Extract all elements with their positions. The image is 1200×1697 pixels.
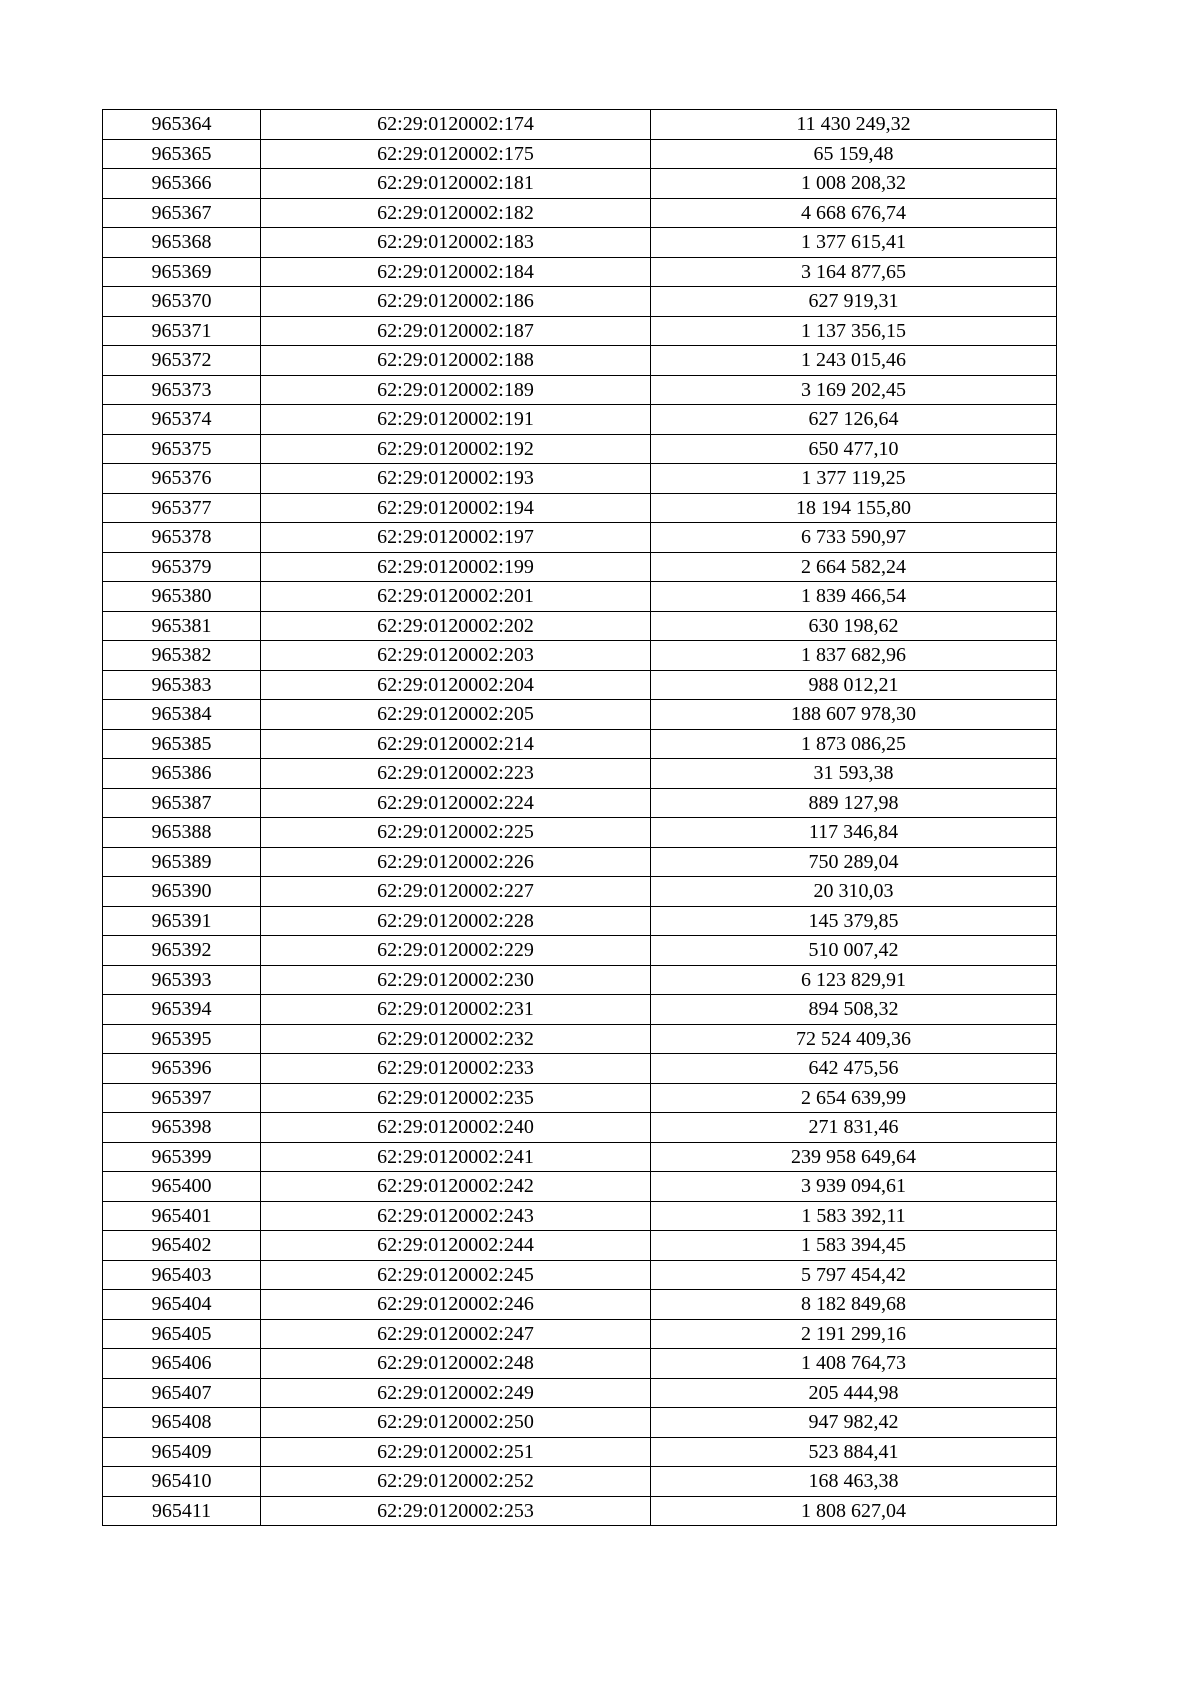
- cadastral-number-cell: 62:29:0120002:225: [261, 818, 651, 848]
- cadastral-number-cell: 62:29:0120002:197: [261, 523, 651, 553]
- cadastral-value-cell: 3 169 202,45: [651, 375, 1057, 405]
- cadastral-number-cell: 62:29:0120002:186: [261, 287, 651, 317]
- table-row: [103, 759, 1057, 789]
- cadastral-value-cell: 6 123 829,91: [651, 965, 1057, 995]
- cadastral-number-cell: 62:29:0120002:247: [261, 1319, 651, 1349]
- cadastral-value-cell: 31 593,38: [651, 759, 1057, 789]
- record-number-cell: 965365: [103, 139, 261, 169]
- cadastral-value-cell: 1 873 086,25: [651, 729, 1057, 759]
- cadastral-value-cell: 65 159,48: [651, 139, 1057, 169]
- table-row: [103, 670, 1057, 700]
- cadastral-value-cell: 750 289,04: [651, 847, 1057, 877]
- record-number-cell: 965385: [103, 729, 261, 759]
- table-row: [103, 611, 1057, 641]
- cadastral-value-cell: 6 733 590,97: [651, 523, 1057, 553]
- record-number-cell: 965372: [103, 346, 261, 376]
- table-row: [103, 1260, 1057, 1290]
- table-row: [103, 1024, 1057, 1054]
- table-row: [103, 729, 1057, 759]
- record-number-cell: 965383: [103, 670, 261, 700]
- cadastral-number-cell: 62:29:0120002:251: [261, 1437, 651, 1467]
- table-row: [103, 1378, 1057, 1408]
- table-row: [103, 1172, 1057, 1202]
- record-number-cell: 965398: [103, 1113, 261, 1143]
- table-row: [103, 198, 1057, 228]
- record-number-cell: 965368: [103, 228, 261, 258]
- record-number-cell: 965384: [103, 700, 261, 730]
- cadastral-number-cell: 62:29:0120002:182: [261, 198, 651, 228]
- cadastral-value-cell: 988 012,21: [651, 670, 1057, 700]
- record-number-cell: 965367: [103, 198, 261, 228]
- cadastral-value-cell: 168 463,38: [651, 1467, 1057, 1497]
- record-number-cell: 965402: [103, 1231, 261, 1261]
- table-row: [103, 523, 1057, 553]
- cadastral-number-cell: 62:29:0120002:230: [261, 965, 651, 995]
- cadastral-value-cell: 20 310,03: [651, 877, 1057, 907]
- cadastral-value-cell: 627 126,64: [651, 405, 1057, 435]
- record-number-cell: 965374: [103, 405, 261, 435]
- cadastral-number-cell: 62:29:0120002:228: [261, 906, 651, 936]
- table-row: [103, 1467, 1057, 1497]
- cadastral-number-cell: 62:29:0120002:224: [261, 788, 651, 818]
- cadastral-number-cell: 62:29:0120002:183: [261, 228, 651, 258]
- record-number-cell: 965393: [103, 965, 261, 995]
- record-number-cell: 965370: [103, 287, 261, 317]
- cadastral-value-table: [102, 109, 1057, 1526]
- cadastral-value-cell: 11 430 249,32: [651, 110, 1057, 140]
- cadastral-number-cell: 62:29:0120002:199: [261, 552, 651, 582]
- cadastral-number-cell: 62:29:0120002:232: [261, 1024, 651, 1054]
- table-row: [103, 1113, 1057, 1143]
- record-number-cell: 965407: [103, 1378, 261, 1408]
- record-number-cell: 965396: [103, 1054, 261, 1084]
- cadastral-value-cell: 145 379,85: [651, 906, 1057, 936]
- cadastral-number-cell: 62:29:0120002:245: [261, 1260, 651, 1290]
- cadastral-number-cell: 62:29:0120002:175: [261, 139, 651, 169]
- record-number-cell: 965411: [103, 1496, 261, 1526]
- table-row: [103, 700, 1057, 730]
- record-number-cell: 965406: [103, 1349, 261, 1379]
- record-number-cell: 965373: [103, 375, 261, 405]
- table-row: [103, 1142, 1057, 1172]
- table-row: [103, 405, 1057, 435]
- table-row: [103, 818, 1057, 848]
- cadastral-number-cell: 62:29:0120002:189: [261, 375, 651, 405]
- cadastral-value-cell: 642 475,56: [651, 1054, 1057, 1084]
- table-row: [103, 493, 1057, 523]
- table-row: [103, 287, 1057, 317]
- cadastral-value-cell: 72 524 409,36: [651, 1024, 1057, 1054]
- cadastral-value-cell: 2 664 582,24: [651, 552, 1057, 582]
- table-row: [103, 847, 1057, 877]
- cadastral-value-cell: 2 191 299,16: [651, 1319, 1057, 1349]
- cadastral-number-cell: 62:29:0120002:223: [261, 759, 651, 789]
- table-row: [103, 257, 1057, 287]
- cadastral-value-cell: 205 444,98: [651, 1378, 1057, 1408]
- cadastral-number-cell: 62:29:0120002:241: [261, 1142, 651, 1172]
- record-number-cell: 965391: [103, 906, 261, 936]
- cadastral-number-cell: 62:29:0120002:187: [261, 316, 651, 346]
- record-number-cell: 965376: [103, 464, 261, 494]
- table-row: [103, 1083, 1057, 1113]
- record-number-cell: 965386: [103, 759, 261, 789]
- table-body: [103, 110, 1057, 1526]
- cadastral-number-cell: 62:29:0120002:240: [261, 1113, 651, 1143]
- cadastral-value-cell: 1 408 764,73: [651, 1349, 1057, 1379]
- record-number-cell: 965404: [103, 1290, 261, 1320]
- table-row: [103, 1231, 1057, 1261]
- table-row: [103, 1349, 1057, 1379]
- table-row: [103, 169, 1057, 199]
- record-number-cell: 965389: [103, 847, 261, 877]
- record-number-cell: 965366: [103, 169, 261, 199]
- cadastral-number-cell: 62:29:0120002:191: [261, 405, 651, 435]
- table-row: [103, 1201, 1057, 1231]
- cadastral-number-cell: 62:29:0120002:184: [261, 257, 651, 287]
- record-number-cell: 965390: [103, 877, 261, 907]
- cadastral-value-cell: 3 939 094,61: [651, 1172, 1057, 1202]
- cadastral-value-cell: 1 583 394,45: [651, 1231, 1057, 1261]
- table-row: [103, 1496, 1057, 1526]
- table-row: [103, 434, 1057, 464]
- table-row: [103, 995, 1057, 1025]
- cadastral-number-cell: 62:29:0120002:253: [261, 1496, 651, 1526]
- cadastral-value-cell: 1 008 208,32: [651, 169, 1057, 199]
- record-number-cell: 965401: [103, 1201, 261, 1231]
- cadastral-value-cell: 523 884,41: [651, 1437, 1057, 1467]
- table-row: [103, 552, 1057, 582]
- table-row: [103, 346, 1057, 376]
- cadastral-value-cell: 1 377 119,25: [651, 464, 1057, 494]
- record-number-cell: 965388: [103, 818, 261, 848]
- cadastral-value-cell: 188 607 978,30: [651, 700, 1057, 730]
- cadastral-value-cell: 510 007,42: [651, 936, 1057, 966]
- cadastral-value-cell: 627 919,31: [651, 287, 1057, 317]
- record-number-cell: 965410: [103, 1467, 261, 1497]
- record-number-cell: 965382: [103, 641, 261, 671]
- cadastral-value-cell: 894 508,32: [651, 995, 1057, 1025]
- cadastral-value-cell: 4 668 676,74: [651, 198, 1057, 228]
- cadastral-value-cell: 1 839 466,54: [651, 582, 1057, 612]
- cadastral-value-cell: 5 797 454,42: [651, 1260, 1057, 1290]
- cadastral-value-cell: 650 477,10: [651, 434, 1057, 464]
- record-number-cell: 965369: [103, 257, 261, 287]
- cadastral-number-cell: 62:29:0120002:233: [261, 1054, 651, 1084]
- cadastral-number-cell: 62:29:0120002:250: [261, 1408, 651, 1438]
- record-number-cell: 965408: [103, 1408, 261, 1438]
- cadastral-number-cell: 62:29:0120002:235: [261, 1083, 651, 1113]
- cadastral-value-cell: 8 182 849,68: [651, 1290, 1057, 1320]
- table-row: [103, 1054, 1057, 1084]
- record-number-cell: 965364: [103, 110, 261, 140]
- record-number-cell: 965381: [103, 611, 261, 641]
- cadastral-number-cell: 62:29:0120002:248: [261, 1349, 651, 1379]
- cadastral-number-cell: 62:29:0120002:201: [261, 582, 651, 612]
- cadastral-value-cell: 630 198,62: [651, 611, 1057, 641]
- cadastral-number-cell: 62:29:0120002:226: [261, 847, 651, 877]
- cadastral-number-cell: 62:29:0120002:202: [261, 611, 651, 641]
- cadastral-number-cell: 62:29:0120002:242: [261, 1172, 651, 1202]
- cadastral-value-cell: 1 837 682,96: [651, 641, 1057, 671]
- record-number-cell: 965379: [103, 552, 261, 582]
- record-number-cell: 965400: [103, 1172, 261, 1202]
- cadastral-value-cell: 1 583 392,11: [651, 1201, 1057, 1231]
- table-row: [103, 1437, 1057, 1467]
- cadastral-value-cell: 117 346,84: [651, 818, 1057, 848]
- table-row: [103, 906, 1057, 936]
- record-number-cell: 965399: [103, 1142, 261, 1172]
- record-number-cell: 965394: [103, 995, 261, 1025]
- record-number-cell: 965377: [103, 493, 261, 523]
- cadastral-value-cell: 239 958 649,64: [651, 1142, 1057, 1172]
- table-row: [103, 464, 1057, 494]
- record-number-cell: 965378: [103, 523, 261, 553]
- record-number-cell: 965409: [103, 1437, 261, 1467]
- record-number-cell: 965375: [103, 434, 261, 464]
- cadastral-number-cell: 62:29:0120002:193: [261, 464, 651, 494]
- table-row: [103, 110, 1057, 140]
- table-row: [103, 641, 1057, 671]
- table-row: [103, 1408, 1057, 1438]
- cadastral-number-cell: 62:29:0120002:181: [261, 169, 651, 199]
- table-row: [103, 1290, 1057, 1320]
- cadastral-value-cell: 2 654 639,99: [651, 1083, 1057, 1113]
- table-row: [103, 1319, 1057, 1349]
- cadastral-value-cell: 1 137 356,15: [651, 316, 1057, 346]
- cadastral-number-cell: 62:29:0120002:252: [261, 1467, 651, 1497]
- cadastral-value-cell: 1 808 627,04: [651, 1496, 1057, 1526]
- table-row: [103, 788, 1057, 818]
- cadastral-number-cell: 62:29:0120002:203: [261, 641, 651, 671]
- table-row: [103, 139, 1057, 169]
- cadastral-number-cell: 62:29:0120002:214: [261, 729, 651, 759]
- cadastral-number-cell: 62:29:0120002:243: [261, 1201, 651, 1231]
- cadastral-number-cell: 62:29:0120002:244: [261, 1231, 651, 1261]
- table-row: [103, 375, 1057, 405]
- cadastral-number-cell: 62:29:0120002:204: [261, 670, 651, 700]
- cadastral-number-cell: 62:29:0120002:229: [261, 936, 651, 966]
- cadastral-number-cell: 62:29:0120002:188: [261, 346, 651, 376]
- record-number-cell: 965403: [103, 1260, 261, 1290]
- cadastral-value-cell: 889 127,98: [651, 788, 1057, 818]
- cadastral-value-cell: 18 194 155,80: [651, 493, 1057, 523]
- record-number-cell: 965380: [103, 582, 261, 612]
- cadastral-number-cell: 62:29:0120002:174: [261, 110, 651, 140]
- table-row: [103, 877, 1057, 907]
- cadastral-value-cell: 271 831,46: [651, 1113, 1057, 1143]
- cadastral-number-cell: 62:29:0120002:192: [261, 434, 651, 464]
- cadastral-value-cell: 947 982,42: [651, 1408, 1057, 1438]
- cadastral-number-cell: 62:29:0120002:205: [261, 700, 651, 730]
- cadastral-number-cell: 62:29:0120002:194: [261, 493, 651, 523]
- record-number-cell: 965371: [103, 316, 261, 346]
- table-row: [103, 582, 1057, 612]
- record-number-cell: 965397: [103, 1083, 261, 1113]
- record-number-cell: 965387: [103, 788, 261, 818]
- cadastral-number-cell: 62:29:0120002:227: [261, 877, 651, 907]
- table-row: [103, 936, 1057, 966]
- record-number-cell: 965392: [103, 936, 261, 966]
- cadastral-number-cell: 62:29:0120002:249: [261, 1378, 651, 1408]
- cadastral-value-cell: 3 164 877,65: [651, 257, 1057, 287]
- record-number-cell: 965395: [103, 1024, 261, 1054]
- cadastral-value-cell: 1 377 615,41: [651, 228, 1057, 258]
- cadastral-value-cell: 1 243 015,46: [651, 346, 1057, 376]
- table-row: [103, 228, 1057, 258]
- record-number-cell: 965405: [103, 1319, 261, 1349]
- cadastral-number-cell: 62:29:0120002:231: [261, 995, 651, 1025]
- table-row: [103, 316, 1057, 346]
- cadastral-number-cell: 62:29:0120002:246: [261, 1290, 651, 1320]
- table-row: [103, 965, 1057, 995]
